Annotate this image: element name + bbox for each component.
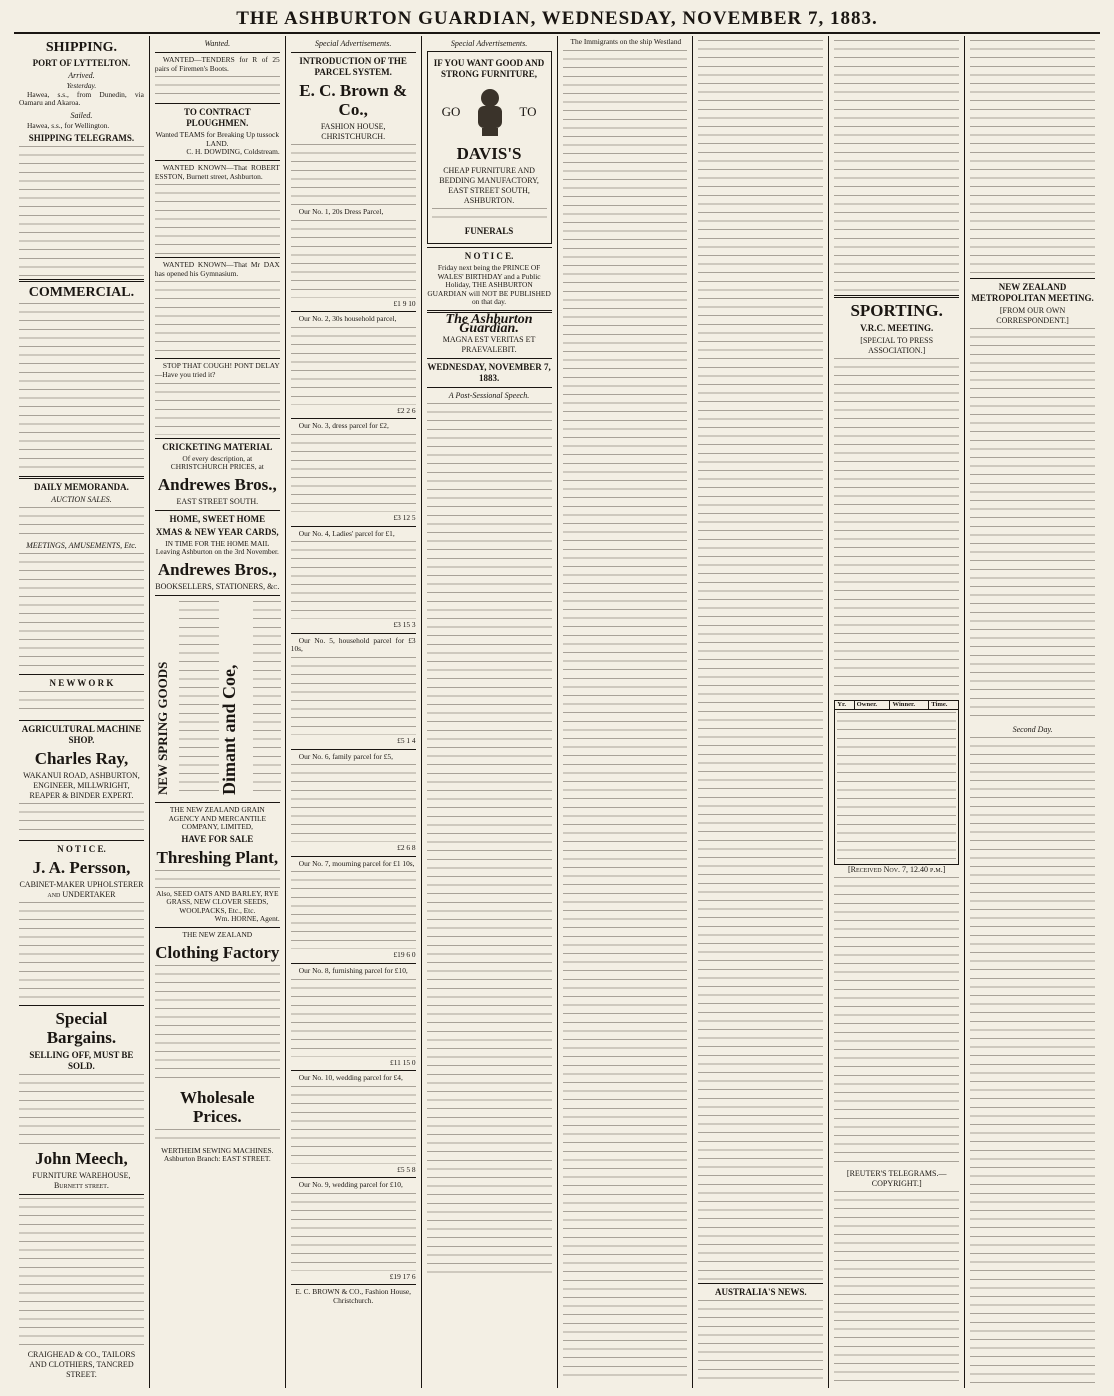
contract-heading: TO CONTRACT PLOUGHMEN. <box>184 107 251 129</box>
table-header: Owner. <box>854 701 890 710</box>
yesterday-label: Yesterday. <box>66 81 97 90</box>
charles-ray-name: Charles Ray, <box>34 749 129 769</box>
furniture-heading: IF YOU WANT GOOD AND STRONG FURNITURE, <box>433 58 545 79</box>
selling-heading: SELLING OFF, MUST BE SOLD. <box>29 1050 134 1072</box>
funerals-heading: FUNERALS <box>464 226 514 236</box>
parcel-title: Our No. 3, dress parcel for £2, <box>298 421 389 431</box>
table-header: Winner. <box>890 701 929 710</box>
sporting-heading: SPORTING. <box>850 301 943 320</box>
immigrants-para: The Immigrants on the ship Westland <box>570 37 682 46</box>
parcel-item <box>291 860 416 964</box>
column-3 <box>286 36 422 1388</box>
arrival-line: Hawea, s.s., from Dunedin, via Oamaru and Akaroa. <box>19 89 144 108</box>
notice-heading-4: N O T I C E. <box>464 251 514 261</box>
charles-ray-sub: WAKANUI ROAD, ASHBURTON, ENGINEER, MILLWRIGHT, REAPER & BINDER EXPERT. <box>23 771 140 801</box>
andrewes-name: Andrewes Bros., <box>157 474 277 494</box>
contract-sub: Wanted TEAMS for Breaking Up tussock LAND. <box>155 130 280 148</box>
column-2 <box>150 36 286 1388</box>
parcel-total: £3 15 3 <box>393 620 416 630</box>
arrived-label: Arrived. <box>68 71 95 80</box>
cricket-heading: CRICKETING MATERIAL <box>162 441 273 452</box>
parcel-total: £2 6 8 <box>397 843 416 853</box>
parcel-item <box>291 637 416 750</box>
known2-ad: WANTED KNOWN—That Mr DAX has opened his Gymnasium. <box>154 260 280 278</box>
clothing-heading: Clothing Factory <box>155 942 280 962</box>
home-heading: HOME, SWEET HOME <box>169 513 266 524</box>
sailed-label: Sailed. <box>70 110 93 120</box>
parcel-list <box>291 208 416 1285</box>
dimant-vertical: Dimant and Coe, <box>218 664 239 795</box>
parcel-total: £11 15 0 <box>390 1057 416 1067</box>
received-label: [Received Nov. 7, 12.40 p.m.] <box>847 865 946 874</box>
own-correspondent-label: [FROM OUR OWN CORRESPONDENT.] <box>996 306 1069 325</box>
reuter-label: [REUTER'S TELEGRAMS.—COPYRIGHT.] <box>846 1169 947 1188</box>
parcel-total: £5 1 4 <box>397 735 416 745</box>
dowding-sign: C. H. DOWDING, Coldstream. <box>186 147 280 157</box>
clothing-pre: THE NEW ZEALAND <box>182 930 253 940</box>
parcel-heading: INTRODUCTION OF THE PARCEL SYSTEM. <box>299 56 407 77</box>
shipping-heading: SHIPPING. <box>45 40 118 55</box>
wholesale-heading: Wholesale Prices. <box>180 1087 255 1126</box>
craighead-footer: CRAIGHEAD & CO., TAILORS AND CLOTHIERS, TANCRED STREET. <box>27 1350 136 1380</box>
davis-name: DAVIS'S <box>456 144 522 163</box>
notice-text-4: Friday next being the PRINCE OF WALES' BIRTHDAY and a Public Holiday, THE ASHBURTON GUARDIAN will NOT BE PUBLISHED on that day. <box>427 263 551 307</box>
parcel-item <box>291 967 416 1071</box>
andrewes2-name: Andrewes Bros., <box>157 559 277 579</box>
commercial-heading: COMMERCIAL. <box>28 285 135 301</box>
column-6 <box>693 36 829 1388</box>
parcel-item <box>291 208 416 312</box>
parcel-total: £19 6 0 <box>393 950 416 960</box>
spring-goods-vertical: NEW SPRING GOODS <box>154 661 170 795</box>
dateline: WEDNESDAY, NOVEMBER 7, 1883. <box>427 362 551 384</box>
special-press-label: [SPECIAL TO PRESS ASSOCIATION.] <box>860 336 934 355</box>
parcel-item <box>291 1181 416 1285</box>
parcel-item <box>291 315 416 419</box>
parcel-total: £19 17 6 <box>389 1271 416 1281</box>
known-ad: WANTED KNOWN—That ROBERT ESSTON, Burnett street, Ashburton. <box>154 162 280 181</box>
auction-heading: AUCTION SALES. <box>51 495 112 505</box>
parcel-title: Our No. 2, 30s household parcel, <box>298 314 397 324</box>
column-5 <box>558 36 694 1388</box>
column-1 <box>14 36 150 1388</box>
oats-text: Also, SEED OATS AND BARLEY, RYE GRASS, NEW CLOVER SEEDS, WOOLPACKS, Etc., Etc. <box>156 888 279 915</box>
parcel-title: Our No. 9, wedding parcel for £10, <box>298 1180 403 1190</box>
persson-name: J. A. Persson, <box>32 858 131 878</box>
parcel-item <box>291 530 416 634</box>
bargains-heading: Special Bargains. <box>46 1009 117 1048</box>
australia-heading: AUSTRALIA'S NEWS. <box>715 1287 807 1297</box>
paper-motto: MAGNA EST VERITAS ET PRAEVALEBIT. <box>442 335 536 355</box>
meech-sub: FURNITURE WAREHOUSE, Burnett street. <box>32 1171 131 1191</box>
branch-text: Ashburton Branch: EAST STREET. <box>163 1154 271 1164</box>
port-heading: PORT OF LYTTELTON. <box>32 58 131 68</box>
nz-metropolitan-heading: NEW ZEALAND METROPOLITAN MEETING. <box>971 282 1094 303</box>
page-columns <box>14 36 1100 1388</box>
column-4 <box>422 36 558 1388</box>
brown-sub: FASHION HOUSE, CHRISTCHURCH. <box>320 122 386 141</box>
table-header: Yr. <box>835 701 854 710</box>
forsale-heading: HAVE FOR SALE <box>181 833 254 844</box>
second-day-heading: Second Day. <box>1012 725 1053 734</box>
parcel-title: Our No. 1, 20s Dress Parcel, <box>298 207 384 216</box>
xmas-heading: XMAS & NEW YEAR CARDS, <box>155 526 279 537</box>
xmas-sub: IN TIME FOR THE HOME MAIL Leaving Ashburton on the 3rd November. <box>155 538 279 557</box>
dimant-ad <box>155 599 280 799</box>
meetings-heading: MEETINGS, AMUSEMENTS, Etc. <box>26 541 137 551</box>
masthead: THE ASHBURTON GUARDIAN, WEDNESDAY, NOVEMBER 7, 1883. <box>14 6 1100 34</box>
paper-title: The Ashburton Guardian. <box>445 311 533 336</box>
parcel-title: Our No. 5, household parcel for £3 10s, <box>290 635 416 654</box>
agric-heading: AGRICULTURAL MACHINE SHOP. <box>21 724 142 746</box>
urn-illustration-icon <box>468 84 512 140</box>
sailed-line: Hawea, s.s., for Wellington. <box>27 120 110 130</box>
special-heading-4: Special Advertisements. <box>450 39 528 48</box>
to-word: TO <box>519 103 537 119</box>
cricket-sub: Of every description, at CHRISTCHURCH PRICES, at <box>170 453 264 472</box>
brown-name: E. C. Brown & Co., <box>299 81 408 119</box>
andrewes-addr: EAST STREET SOUTH. <box>176 496 259 506</box>
tenders-ad: WANTED—TENDERS for R of 25 pairs of Firemen's Boots. <box>154 55 280 73</box>
brown-footer: E. C. BROWN & CO., Fashion House, Christchurch. <box>295 1287 411 1306</box>
wertheim-text: WERTHEIM SEWING MACHINES. <box>161 1145 274 1155</box>
winners-table <box>834 700 959 865</box>
go-word: GO <box>441 103 461 119</box>
parcel-total: £5 5 8 <box>397 1164 416 1174</box>
parcel-title: Our No. 6, family parcel for £5, <box>298 751 393 761</box>
persson-sub: CABINET-MAKER UPHOLSTERER and UNDERTAKER <box>19 880 144 900</box>
column-8 <box>965 36 1100 1388</box>
cough-ad: STOP THAT COUGH! PONT DELAY—Have you tried it? <box>154 361 280 379</box>
wanted-heading: Wanted. <box>204 39 231 48</box>
new-work-heading: N E W W O R K <box>49 678 114 689</box>
meech-name: John Meech, <box>35 1149 128 1169</box>
davis-sub: CHEAP FURNITURE AND BEDDING MANUFACTORY, EAST STREET SOUTH, ASHBURTON. <box>439 166 539 205</box>
notice-heading: N O T I C E. <box>57 844 106 855</box>
vrc-heading: V.R.C. MEETING. <box>860 323 934 333</box>
parcel-item <box>291 422 416 526</box>
daily-heading: DAILY MEMORANDA. <box>34 482 129 493</box>
nz-grain-heading: THE NEW ZEALAND GRAIN AGENCY AND MERCANTILE COMPANY, LIMITED, <box>168 804 267 832</box>
parcel-item <box>291 753 416 857</box>
threshing-heading: Threshing Plant, <box>156 847 279 867</box>
davis-ad <box>427 51 552 244</box>
special-heading-3: Special Advertisements. <box>315 39 392 48</box>
parcel-item <box>291 1074 416 1178</box>
telegrams-heading: SHIPPING TELEGRAMS. <box>28 133 135 144</box>
leader-heading: A Post-Sessional Speech. <box>448 391 530 401</box>
parcel-total: £1 9 10 <box>393 298 416 308</box>
parcel-total: £2 2 6 <box>397 405 416 415</box>
table-header: Time. <box>929 701 959 710</box>
parcel-title: Our No. 10, wedding parcel for £4, <box>298 1073 403 1083</box>
andrewes2-sub: BOOKSELLERS, STATIONERS, &c. <box>155 581 280 591</box>
parcel-total: £3 12 5 <box>393 512 416 522</box>
parcel-title: Our No. 7, mourning parcel for £1 10s, <box>298 858 415 868</box>
column-7 <box>829 36 965 1388</box>
horne-sign: Wm. HORNE, Agent. <box>214 914 280 924</box>
parcel-title: Our No. 4, Ladies' parcel for £1, <box>298 528 395 538</box>
parcel-title: Our No. 8, furnishing parcel for £10, <box>298 965 408 975</box>
